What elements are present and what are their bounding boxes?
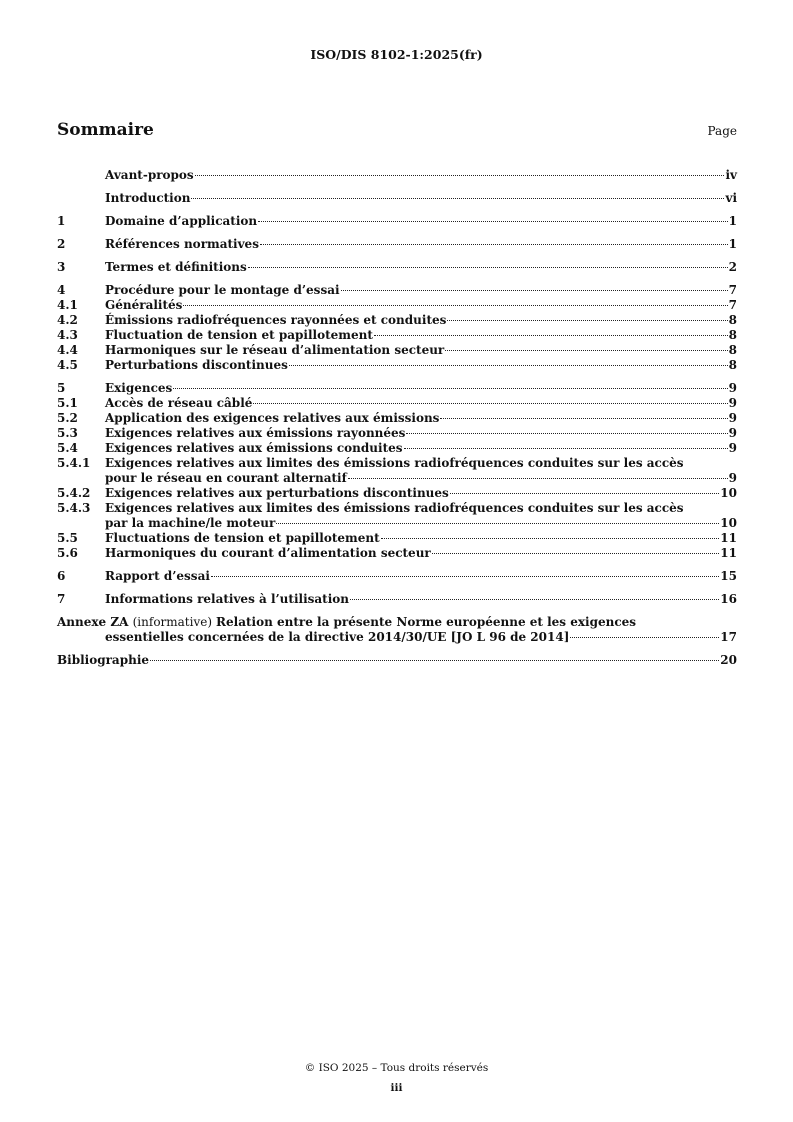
- toc-entry-page: 2: [728, 260, 737, 274]
- dot-leader: [341, 290, 728, 291]
- toc-entry-page: 11: [720, 546, 737, 560]
- toc-entry-title: Informations relatives à l’utilisation: [105, 592, 349, 606]
- toc-entry-number: 4.3: [57, 328, 78, 342]
- toc-entry-title: Introduction: [105, 191, 191, 205]
- toc-entry-title: Fluctuation de tension et papillotement: [105, 328, 373, 342]
- annex-qualifier: (informative): [132, 615, 213, 629]
- toc-entry-title: Références normatives: [105, 237, 259, 251]
- dot-leader: [350, 599, 719, 600]
- toc-entry[interactable]: [57, 358, 737, 373]
- page-column-label: Page: [707, 124, 737, 138]
- toc-entry[interactable]: [57, 456, 737, 486]
- toc-entry-number: 6: [57, 569, 66, 583]
- toc-entry[interactable]: [57, 283, 737, 298]
- toc-entry[interactable]: [57, 260, 737, 275]
- toc-entry-title: par la machine/le moteur: [105, 516, 276, 530]
- toc-entry-page: 9: [728, 396, 737, 410]
- toc-entry-bibliography[interactable]: [57, 653, 737, 668]
- annex-title-line-2: essentielles concernées de la directive 2014/30/UE [JO L 96 de 2014]: [105, 630, 570, 644]
- toc-entry-number: 5.3: [57, 426, 78, 440]
- toc-entry-number: 5.6: [57, 546, 78, 560]
- dot-leader: [248, 267, 728, 268]
- bibliography-page: 20: [720, 653, 737, 667]
- toc-entry-title: Exigences relatives aux limites des émissions radiofréquences conduites sur les accès: [105, 456, 684, 470]
- toc-entry-page: 7: [728, 298, 737, 312]
- toc-entry-title: Domaine d’application: [105, 214, 258, 228]
- dot-leader: [258, 221, 728, 222]
- page-folio: iii: [390, 1082, 403, 1094]
- toc-entry-title: Application des exigences relatives aux émissions: [105, 411, 440, 425]
- toc-entry-title: Émissions radiofréquences rayonnées et conduites: [105, 313, 447, 327]
- dot-leader: [570, 637, 719, 638]
- toc-entry-number: 4.4: [57, 343, 78, 357]
- dot-leader: [450, 493, 719, 494]
- toc-entry-page: 9: [728, 426, 737, 440]
- toc-entry-number: 5.4.2: [57, 486, 91, 500]
- toc-entry-number: 5: [57, 381, 66, 395]
- dot-leader: [173, 388, 727, 389]
- dot-leader: [447, 320, 727, 321]
- toc-entry-page: 10: [720, 516, 737, 530]
- toc-entry-page: vi: [725, 191, 737, 205]
- toc-entry-title: pour le réseau en courant alternatif: [105, 471, 347, 485]
- dot-leader: [374, 335, 728, 336]
- toc-entry[interactable]: [57, 168, 737, 183]
- toc-entry-number: 5.1: [57, 396, 78, 410]
- toc-entry-number: 2: [57, 237, 66, 251]
- dot-leader: [183, 305, 727, 306]
- toc-entry-page: 8: [728, 358, 737, 372]
- toc-entry-page: 8: [728, 313, 737, 327]
- toc-entry[interactable]: [57, 313, 737, 328]
- toc-entry-title: Rapport d’essai: [105, 569, 210, 583]
- annex-label-group: [57, 615, 216, 630]
- toc-entry-title: Exigences relatives aux émissions conduites: [105, 441, 403, 455]
- toc-entry-title: Avant-propos: [105, 168, 194, 182]
- dot-leader: [150, 660, 719, 661]
- toc-entry-page: 11: [720, 531, 737, 545]
- toc-entry-page: 15: [720, 569, 737, 583]
- toc-entry-page: 16: [720, 592, 737, 606]
- dot-leader: [404, 448, 728, 449]
- toc-entry-title: Accès de réseau câblé: [105, 396, 253, 410]
- toc-entry-number: 7: [57, 592, 66, 606]
- toc-entry-number: 4.5: [57, 358, 78, 372]
- dot-leader: [406, 433, 727, 434]
- toc-entry[interactable]: [57, 298, 737, 313]
- toc-entry[interactable]: [57, 441, 737, 456]
- toc-entry-title: Exigences relatives aux émissions rayonnées: [105, 426, 406, 440]
- toc-entry-page: iv: [725, 168, 737, 182]
- toc-entry[interactable]: [57, 501, 737, 531]
- toc-entry[interactable]: [57, 191, 737, 206]
- toc-entry-title: Procédure pour le montage d’essai: [105, 283, 340, 297]
- toc-entry-page: 9: [728, 441, 737, 455]
- toc-entry-number: 4.1: [57, 298, 78, 312]
- page-title: Sommaire: [57, 120, 154, 140]
- toc-entry-title: Harmoniques du courant d’alimentation secteur: [105, 546, 431, 560]
- toc-entry-number: 5.4.3: [57, 501, 91, 515]
- dot-leader: [381, 538, 720, 539]
- toc-entry[interactable]: [57, 214, 737, 229]
- document-header: ISO/DIS 8102-1:2025(fr): [310, 47, 483, 62]
- toc-entry-number: 4.2: [57, 313, 78, 327]
- toc-entry[interactable]: [57, 546, 737, 561]
- dot-leader: [195, 175, 725, 176]
- dot-leader: [253, 403, 727, 404]
- toc-entries: [57, 168, 737, 607]
- toc-entry-number: 5.4: [57, 441, 78, 455]
- toc-entry-page: 1: [728, 214, 737, 228]
- toc-entry-page: 9: [728, 411, 737, 425]
- annex-page: 17: [720, 630, 737, 644]
- table-of-contents: [57, 168, 737, 668]
- toc-entry-page: 7: [728, 283, 737, 297]
- toc-entry[interactable]: [57, 486, 737, 501]
- toc-entry-title: Exigences relatives aux perturbations discontinues: [105, 486, 449, 500]
- toc-entry-page: 10: [720, 486, 737, 500]
- toc-entry-title: Fluctuations de tension et papillotement: [105, 531, 380, 545]
- toc-entry-title: Généralités: [105, 298, 183, 312]
- dot-leader: [289, 365, 728, 366]
- dot-leader: [440, 418, 727, 419]
- toc-entry-annex[interactable]: [57, 615, 737, 645]
- toc-entry-title: Perturbations discontinues: [105, 358, 288, 372]
- toc-entry[interactable]: [57, 569, 737, 584]
- toc-entry[interactable]: [57, 328, 737, 343]
- toc-entry-title: Exigences relatives aux limites des émissions radiofréquences conduites sur les accès: [105, 501, 684, 515]
- toc-entry-number: 4: [57, 283, 66, 297]
- toc-entry-page: 9: [728, 381, 737, 395]
- toc-entry-number: 5.5: [57, 531, 78, 545]
- dot-leader: [445, 350, 727, 351]
- toc-entry-number: 1: [57, 214, 66, 228]
- annex-title-line-1: Relation entre la présente Norme européenne et les exigences: [216, 615, 637, 629]
- toc-entry-number: 5.2: [57, 411, 78, 425]
- toc-entry-title: Exigences: [105, 381, 173, 395]
- toc-entry[interactable]: [57, 592, 737, 607]
- dot-leader: [260, 244, 728, 245]
- toc-entry-number: 3: [57, 260, 66, 274]
- toc-entry[interactable]: [57, 343, 737, 358]
- bibliography-label: Bibliographie: [57, 653, 150, 667]
- dot-leader: [432, 553, 720, 554]
- dot-leader: [211, 576, 719, 577]
- toc-entry-title: Harmoniques sur le réseau d’alimentation secteur: [105, 343, 445, 357]
- title-row: [57, 120, 737, 142]
- toc-entry-page: 8: [728, 328, 737, 342]
- copyright-footer: © ISO 2025 – Tous droits réservés: [304, 1062, 489, 1074]
- toc-entry-number: 5.4.1: [57, 456, 91, 470]
- toc-entry-page: 1: [728, 237, 737, 251]
- toc-entry[interactable]: [57, 237, 737, 252]
- dot-leader: [276, 523, 719, 524]
- toc-entry[interactable]: [57, 531, 737, 546]
- dot-leader: [191, 198, 724, 199]
- toc-entry[interactable]: [57, 426, 737, 441]
- toc-entry[interactable]: [57, 381, 737, 396]
- toc-entry[interactable]: [57, 411, 737, 426]
- toc-entry-page: 8: [728, 343, 737, 357]
- toc-entry-title: Termes et définitions: [105, 260, 247, 274]
- dot-leader: [348, 478, 728, 479]
- toc-entry-page: 9: [728, 471, 737, 485]
- annex-label: Annexe ZA: [57, 615, 129, 629]
- toc-entry[interactable]: [57, 396, 737, 411]
